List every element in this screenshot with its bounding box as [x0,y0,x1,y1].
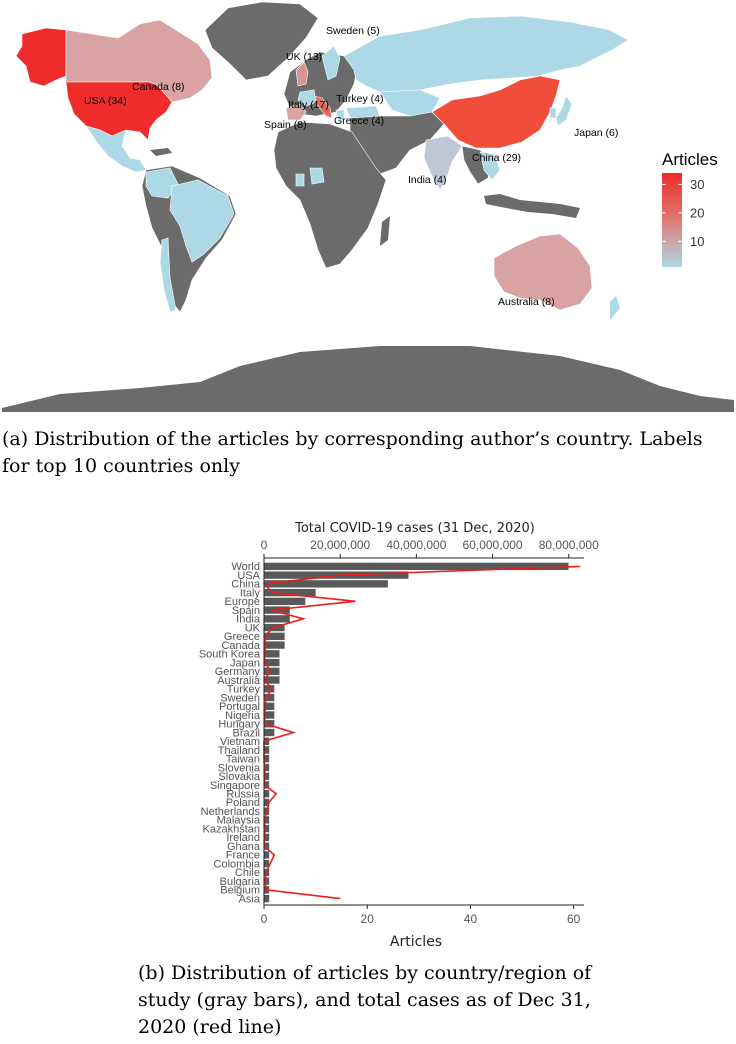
category-label: Netherlands [200,805,260,818]
bar-russia [264,790,269,797]
legend-tick-label: 30 [690,176,705,192]
bottom-axis [261,905,581,926]
label-china: China (29) [472,152,522,164]
category-label: Portugal [219,701,260,714]
category-label: Ghana [226,840,260,853]
category-label: Bulgaria [219,875,260,888]
bar-france [264,851,269,858]
label-japan: Japan (6) [574,127,619,139]
top-tick-label: 60,000,000 [462,538,523,552]
country-japan [556,96,572,126]
bar-asia [264,895,269,902]
label-sweden: Sweden (5) [326,25,380,37]
label-italy: Italy (17) [288,99,329,111]
category-label: Europe [224,596,260,609]
country-nigeria [310,168,324,184]
chart-title: Total COVID-19 cases (31 Dec, 2020) [295,521,535,536]
top-axis [261,538,599,558]
category-label: Thailand [217,744,260,757]
category-label: Germany [214,666,260,679]
top-tick-label: 40,000,000 [386,538,447,552]
category-label: Singapore [209,779,260,792]
category-label: China [231,578,260,591]
category-label: Sweden [220,692,260,705]
category-label: Slovenia [217,762,260,775]
country-russia [344,16,628,94]
category-label: India [236,613,260,626]
world-choropleth-map [0,0,736,420]
label-turkey: Turkey (4) [336,93,384,105]
category-label: Greece [223,631,260,644]
country-ghana [296,174,304,186]
category-label: Malaysia [216,814,260,827]
category-label: France [225,849,260,862]
bar-nigeria [264,711,274,718]
category-label: Asia [238,893,260,906]
category-label: Japan [230,657,260,670]
legend-tick-label: 10 [690,233,705,249]
region-antarctica [2,346,734,412]
category-labels [199,561,261,905]
category-label: Belgium [220,884,260,897]
category-label: Nigeria [225,709,260,722]
caption-b: (b) Distribution of articles by country/region of study (gray bars), and total cases as of Dec 31, 2020 (red line) [138,962,592,1038]
category-label: Taiwan [225,753,260,766]
country-alaska [16,28,66,86]
category-label: Russia [226,788,260,801]
top-tick-label: 0 [260,538,268,552]
map-legend [662,150,718,267]
x-tick-label: 40 [463,912,478,926]
label-uk: UK (13) [286,51,323,63]
caption-a: (a) Distribution of the articles by corresponding author’s country. Labels for top 10 countries only [2,428,703,477]
bars [264,563,569,903]
region-indonesia [484,194,580,218]
bar-canada [264,641,285,648]
label-india: India (4) [408,174,447,186]
x-tick-label: 0 [260,912,268,926]
category-label: Poland [225,797,260,810]
label-usa: USA (34) [84,95,127,107]
top-tick-label: 80,000,000 [538,538,599,552]
top-tick-label: 20,000,000 [310,538,371,552]
covid-bar-chart [160,510,600,950]
category-label: Australia [217,674,260,687]
category-label: South Korea [198,648,260,661]
category-label: UK [244,622,260,635]
x-axis-title: Articles [389,934,443,950]
category-label: Spain [231,604,260,617]
category-label: Colombia [213,858,260,871]
legend-title: Articles [662,150,718,169]
country-korea [550,108,556,118]
region-caribbean [150,148,172,156]
category-label: Italy [239,587,260,600]
category-label: Hungary [218,718,260,731]
label-canada: Canada (8) [132,81,185,93]
category-label: Brazil [232,727,260,740]
category-label: Canada [221,639,260,652]
bar-south-korea [264,650,279,657]
category-label: USA [237,569,260,582]
label-spain: Spain (8) [264,119,307,131]
label-greece: Greece (4) [334,115,385,127]
x-tick-label: 60 [566,912,581,926]
category-label: Kazakhstan [202,823,260,836]
total-cases-line [264,566,580,898]
category-label: Chile [234,867,260,880]
bar-germany [264,668,279,675]
label-australia: Australia (8) [498,296,555,308]
category-label: World [231,561,260,574]
legend-tick-label: 20 [690,205,705,221]
category-label: Vietnam [219,736,260,749]
category-label: Slovakia [218,771,260,784]
legend-colorbar [662,173,682,267]
bar-europe [264,598,305,605]
bar-brazil [264,729,274,736]
category-label: Turkey [226,683,260,696]
country-new-zealand [610,296,620,320]
island-madagascar [380,216,390,246]
bar-india [264,615,290,622]
x-tick-label: 20 [360,912,374,926]
country-china [432,76,560,148]
category-label: Ireland [226,832,260,845]
